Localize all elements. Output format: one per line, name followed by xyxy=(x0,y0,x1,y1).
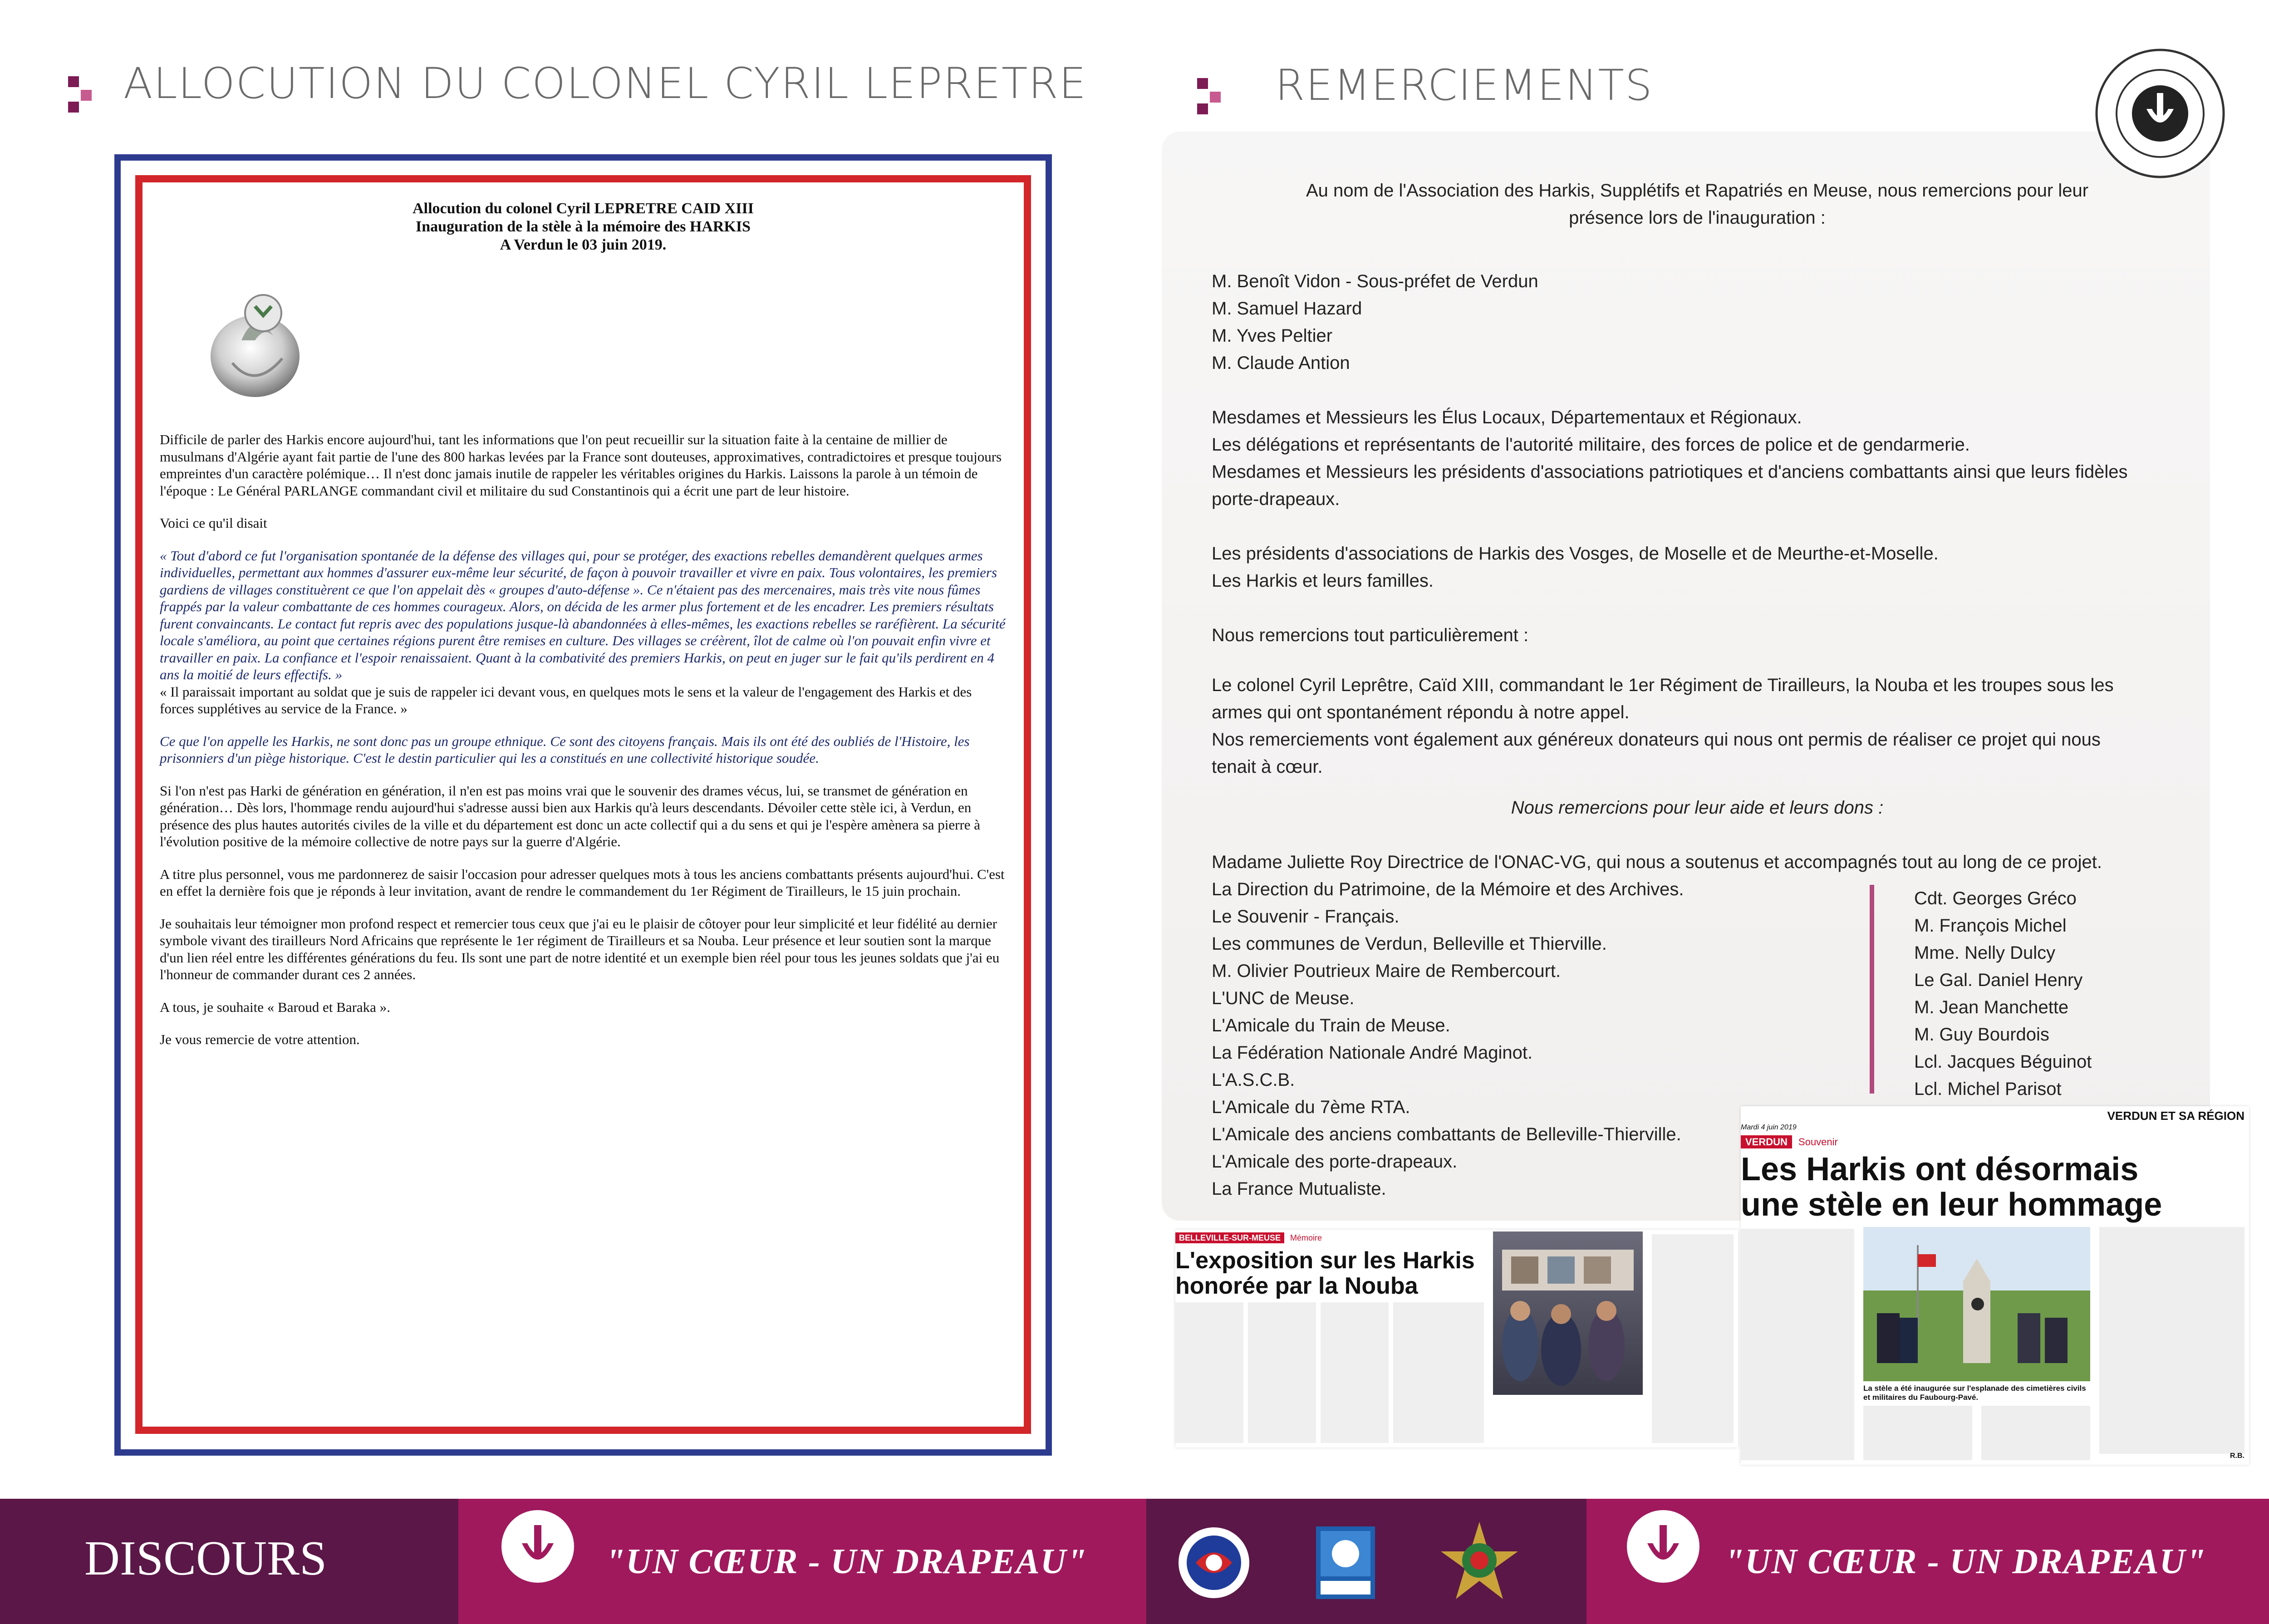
letter-heading-2: Inauguration de la stèle à la mémoire des HARKIS xyxy=(416,218,751,235)
letter-paragraph: A titre plus personnel, vous me pardonnerez de saisir l'occasion pour adresser quelques mots à tous les anciens combattants présents aujourd'hui. C'est en effet la dernière fois que je réponds à leur invitation, avant de rendre le commandement du 1er Régiment de Tirailleurs, le 15 juin prochain. xyxy=(160,866,1005,899)
guest-item: M. Samuel Hazard xyxy=(1212,299,1362,319)
group-item: Les délégations et représentants de l'autorité militaire, des forces de police et de gendarmerie. xyxy=(1212,435,1970,455)
newspaper-clipping-stele xyxy=(1741,1106,2249,1465)
donor-item: M. Guy Bourdois xyxy=(1914,1025,2049,1045)
thanks-intro-line: présence lors de l'inauguration : xyxy=(1569,208,1826,228)
particular-thanks xyxy=(1212,622,1528,649)
particular-thanks-line: Nous remercions tout particulièrement : xyxy=(1212,625,1529,645)
regiment-badge-icon xyxy=(205,281,309,404)
letter-paragraph-quote: Ce que l'on appelle les Harkis, ne sont donc pas un groupe ethnique. Ce sont des citoyens français. Mais ils ont été des oubliés de l'Histoire, les prisonniers d'un piège historique. C'est le destin particulier qui les a constitués en une collectivité historique soudée. xyxy=(160,733,970,766)
news2-date: Mardi 4 juin 2019 xyxy=(1741,1124,1797,1131)
colonel-line: Nos remerciements vont également aux généreux donateurs qui nous ont permis de réaliser ce projet qui nous xyxy=(1212,730,2101,750)
colonel-line: tenait à cœur. xyxy=(1212,757,1323,777)
letter-heading-3: A Verdun le 03 juin 2019. xyxy=(500,236,667,253)
guest-item: M. Benoît Vidon - Sous-préfet de Verdun xyxy=(1212,271,1538,291)
donors-heading xyxy=(1212,794,2183,821)
letter-paragraph: Voici ce qu'il disait xyxy=(160,515,267,531)
donor-item: Le Souvenir - Français. xyxy=(1212,907,1400,927)
news1-rubric: BELLEVILLE-SUR-MEUSE xyxy=(1175,1232,1284,1243)
news1-photo xyxy=(1493,1231,1643,1395)
letter-paragraph: « Il paraissait important au soldat que je suis de rappeler ici devant vous, en quelques mots le sens et la valeur de l'engagement des Harkis et des forces supplétives au service de la France. » xyxy=(160,683,972,716)
footer-slogan-2: "UN CŒUR - UN DRAPEAU" xyxy=(1724,1541,2207,1581)
thanks-intro xyxy=(1212,177,2183,231)
donor-item: Les communes de Verdun, Belleville et Thierville. xyxy=(1212,934,1607,954)
partner-logo-souvenir-icon xyxy=(1311,1524,1380,1601)
panel1-title: ALLOCUTION DU COLONEL CYRIL LEPRETRE xyxy=(123,59,1087,108)
colonel-line: armes qui ont spontanément répondu à notre appel. xyxy=(1212,702,1630,722)
news2-rubric2: Souvenir xyxy=(1798,1136,1838,1148)
donors-first xyxy=(1212,849,2102,876)
donor-item: Madame Juliette Roy Directrice de l'ONAC-VG, qui nous a soutenus et accompagnés tout au long de ce projet. xyxy=(1212,852,2102,872)
news2-section: VERDUN ET SA RÉGION xyxy=(2107,1109,2244,1123)
letter-paragraph: Si l'on n'est pas Harki de génération en génération, il n'en est pas moins vrai que le souvenir des drames vécus, lui, se transmet de génération en génération… Dès lors, l'hommage rendu aujourd'hui s'adresse aussi bien aux Harkis qu'à leurs descendants. Dévoiler cette stèle ici, à Verdun, en présence des plus hautes autorités civiles de la ville et du département est donc un acte collectif qui a du sens et qui je l'espère amènera sa pierre à l'évolution positive de la mémoire collective de notre pays sur la guerre d'Algérie. xyxy=(160,782,981,849)
guest-item: M. Claude Antion xyxy=(1212,353,1350,373)
donor-item: Le Gal. Daniel Henry xyxy=(1914,970,2083,990)
partner-logo-fnam-icon xyxy=(1439,1520,1520,1606)
donor-item: L'A.S.C.B. xyxy=(1212,1070,1295,1090)
donor-item: Lcl. Michel Parisot xyxy=(1914,1079,2062,1099)
association-logo xyxy=(2092,45,2228,182)
donor-item: La Direction du Patrimoine, de la Mémoire et des Archives. xyxy=(1212,879,1684,899)
partner-logo-onac-icon xyxy=(1175,1524,1252,1601)
donor-item: Cdt. Georges Gréco xyxy=(1914,888,2077,908)
donor-item: L'Amicale du Train de Meuse. xyxy=(1212,1016,1450,1035)
presidents-text xyxy=(1212,540,1939,594)
heart-logo-icon xyxy=(1625,1508,1702,1585)
donor-item: La Fédération Nationale André Maginot. xyxy=(1212,1043,1533,1063)
letter-heading-1: Allocution du colonel Cyril LEPRETRE CAID XIII xyxy=(413,200,754,217)
news2-signature: R.B. xyxy=(2230,1452,2244,1460)
letter-paragraph: Je vous remercie de votre attention. xyxy=(160,1031,360,1047)
presidents-line: Les présidents d'associations de Harkis des Vosges, de Moselle et de Meurthe-et-Moselle. xyxy=(1212,544,1939,564)
group-item: Mesdames et Messieurs les présidents d'associations patriotiques et d'anciens combattants ainsi que leurs fidèles xyxy=(1212,462,2128,482)
footer-bar xyxy=(0,1499,2269,1624)
news2-headline-line1: Les Harkis ont désormais xyxy=(1741,1151,2139,1187)
letter-paragraph: A tous, je souhaite « Baroud et Baraka ». xyxy=(160,999,390,1015)
news1-headline-line1: L'exposition sur les Harkis xyxy=(1175,1247,1475,1274)
colonel-line: Le colonel Cyril Leprêtre, Caïd XIII, commandant le 1er Régiment de Tirailleurs, la Nouba et les troupes sous les xyxy=(1212,675,2114,695)
guest-item: M. Yves Peltier xyxy=(1212,326,1333,346)
donor-item: Lcl. Jacques Béguinot xyxy=(1914,1052,2092,1072)
news2-photo-caption: La stèle a été inaugurée sur l'esplanade des cimetières civils et militaires du Faubourg-Pavé. xyxy=(1863,1384,2086,1402)
news2-headline-line2: une stèle en leur hommage xyxy=(1741,1187,2162,1223)
group-item: porte-drapeaux. xyxy=(1212,489,1340,509)
donors-left-list xyxy=(1212,876,1684,1202)
donor-item: Mme. Nelly Dulcy xyxy=(1914,943,2056,963)
group-item: Mesdames et Messieurs les Élus Locaux, Départementaux et Régionaux. xyxy=(1212,407,1802,427)
donor-item: La France Mutualiste. xyxy=(1212,1179,1386,1199)
title-bullet-1 xyxy=(68,72,95,113)
presidents-line: Les Harkis et leurs familles. xyxy=(1212,571,1434,591)
news2-rubric: VERDUN xyxy=(1741,1135,1792,1148)
donors-heading-text: Nous remercions pour leur aide et leurs dons : xyxy=(1511,798,1884,818)
groups-list xyxy=(1212,404,2128,513)
footer-slogan-1: "UN CŒUR - UN DRAPEAU" xyxy=(605,1541,1088,1581)
donor-item: M. Olivier Poutrieux Maire de Rembercourt. xyxy=(1212,961,1561,981)
thanks-intro-line: Au nom de l'Association des Harkis, Supplétifs et Rapatriés en Meuse, nous remercions pour leur xyxy=(1306,181,2089,201)
news1-headline-line2: honorée par la Nouba xyxy=(1175,1273,1418,1299)
donors-right-list xyxy=(1914,885,2092,1103)
letter-paragraph: Difficile de parler des Harkis encore aujourd'hui, tant les informations que l'on peut recueillir sur la situation faite à la centaine de millier de musulmans d'Algérie ayant fait partie de l'une des 800 harkas levées par la France sont douteuses, approximatives, contradictoires et presque toujours empreintes d'un caractère polémique… Il n'est donc jamais inutile de rappeler les véritables origines du Harkis. Laissons la parole à un témoin de l'époque : Le Général PARLANGE commandant civil et militaire du sud Constantinois qui a écrit une part de leur histoire. xyxy=(160,432,1002,499)
news1-rubric2: Mémoire xyxy=(1290,1233,1322,1242)
donor-item: L'Amicale des porte-drapeaux. xyxy=(1212,1152,1458,1172)
donor-item: L'Amicale du 7ème RTA. xyxy=(1212,1097,1410,1117)
donors-divider xyxy=(1870,885,1874,1094)
panel2-title: REMERCIEMENTS xyxy=(1275,61,1653,110)
donor-item: L'Amicale des anciens combattants de Belleville-Thierville. xyxy=(1212,1124,1681,1144)
letter-paragraph-quote: « Tout d'abord ce fut l'organisation spontanée de la défense des villages qui, pour se protéger, des exactions rebelles demandèrent quelques armes individuelles, permettant aux hommes d'assurer eux-même leur sécurité, de façon à pouvoir travailler et vivre en paix. Tous volontaires, les premiers gardiens de villages constituèrent ce que l'on appelait dès « groupes d'auto-défense ». Ce n'étaient pas des mercenaires, mais très vite nous fûmes frappés par la valeur combattante de ces hommes courageux. Alors, on décida de les armer plus fortement et de les encadrer. Les premiers résultats furent convaincants. Le contact fut repris avec des populations jusque-là abandonnées à elles-mêmes, les exactions rebelles se raréfièrent. La sécurité locale s'améliora, au point que certaines régions purent être remises en culture. Des villages se créèrent, îlot de calme où l'on pouvait enfin vivre et travailler en paix. La confiance et l'espoir renaissaient. Quant à la combativité des premiers Harkis, on peut en juger sur le fait qu'ils perdirent en 4 ans la moitié de leurs effectifs. » xyxy=(160,547,1006,682)
footer-discours-label: DISCOURS xyxy=(84,1531,327,1585)
heart-logo-icon xyxy=(499,1508,576,1585)
donor-item: M. Jean Manchette xyxy=(1914,997,2069,1017)
letter-paragraph: Je souhaitais leur témoigner mon profond respect et remercier tous ceux que j'ai eu le plaisir de côtoyer pour leur simplicité et leur fidélité au dernier symbole vivant des tirailleurs Nord Africains que représente le 1er régiment de Tirailleurs et sa Nouba. Leur présence et leur soutien sont la marque d'un lien réel entre les différentes générations du feu. Ils sont une part de notre identité et un exemple bien réel pour tous les jeunes soldats que j'ai eu l'honneur de commander durant ces 2 années. xyxy=(160,915,1000,982)
donor-item: M. François Michel xyxy=(1914,916,2067,936)
guest-list xyxy=(1212,268,1538,377)
donor-item: L'UNC de Meuse. xyxy=(1212,988,1355,1008)
newspaper-clipping-exposition xyxy=(1175,1230,1738,1447)
colonel-thanks xyxy=(1212,672,2114,780)
speech-letter xyxy=(160,200,1007,1416)
title-bullet-2 xyxy=(1197,74,1224,114)
news2-photo xyxy=(1863,1227,2090,1381)
